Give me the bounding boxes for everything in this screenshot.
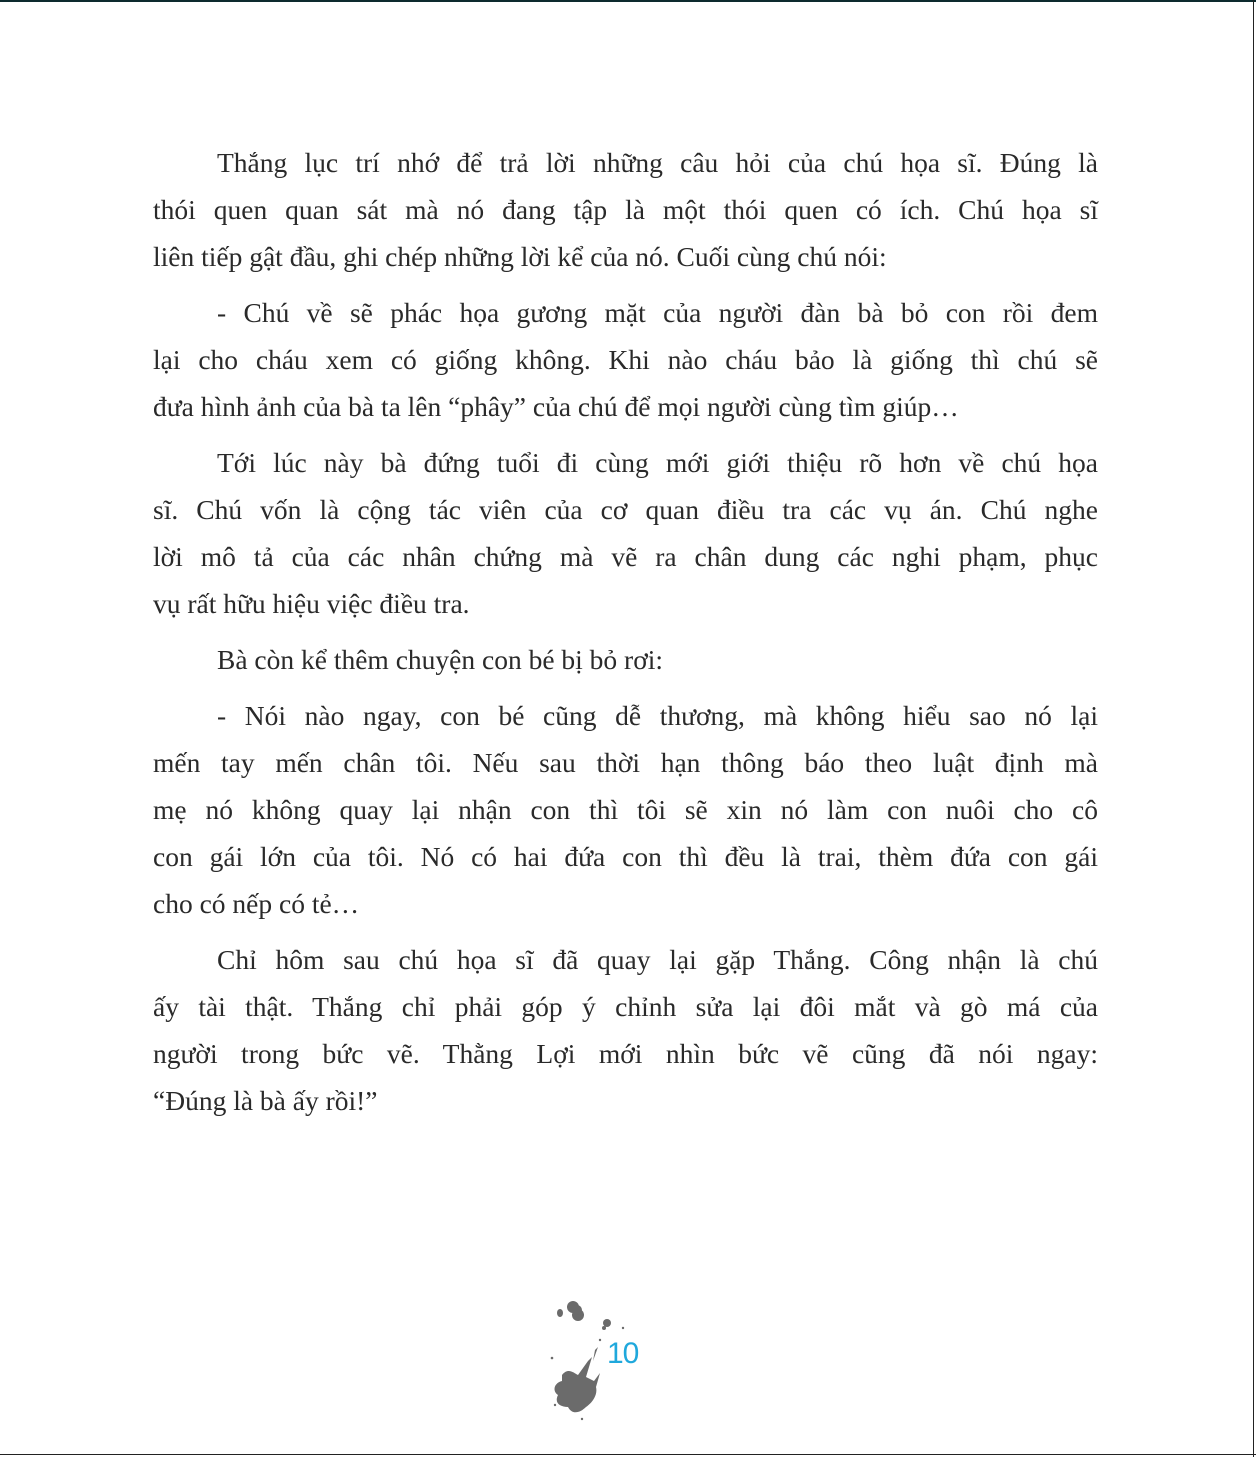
text-line: Bà còn kể thêm chuyện con bé bị bỏ rơi: [217, 644, 664, 675]
ink-splash-icon [540, 1295, 660, 1425]
text-line: mẹ nó không quay lại nhận con thì tôi sẽ xin nó làm con nuôi cho cô [153, 794, 1098, 825]
body-text [153, 139, 1098, 1133]
text-line: - Nói nào ngay, con bé cũng dễ thương, mà không hiểu sao nó lại [217, 700, 1098, 731]
text-line: Chỉ hôm sau chú họa sĩ đã quay lại gặp Thắng. Công nhận là chú [217, 944, 1098, 975]
text-line: vụ rất hữu hiệu việc điều tra. [153, 588, 470, 619]
page-right-border [1253, 0, 1254, 1457]
text-line: liên tiếp gật đầu, ghi chép những lời kể của nó. Cuối cùng chú nói: [153, 241, 887, 272]
paragraph [153, 289, 1098, 430]
text-line: mến tay mến chân tôi. Nếu sau thời hạn thông báo theo luật định mà [153, 747, 1098, 778]
text-line: con gái lớn của tôi. Nó có hai đứa con thì đều là trai, thèm đứa con gái [153, 841, 1098, 872]
paragraph [153, 692, 1098, 927]
text-line: lời mô tả của các nhân chứng mà vẽ ra chân dung các nghi phạm, phục [153, 541, 1098, 572]
paragraph [153, 636, 1098, 683]
page-number: 10 [607, 1337, 639, 1370]
text-line: Tới lúc này bà đứng tuổi đi cùng mới giới thiệu rõ hơn về chú họa [217, 447, 1098, 478]
paragraph [153, 936, 1098, 1124]
text-line: ấy tài thật. Thắng chỉ phải góp ý chỉnh sửa lại đôi mắt và gò má của [153, 991, 1098, 1022]
text-line: thói quen quan sát mà nó đang tập là một thói quen có ích. Chú họa sĩ [153, 194, 1098, 225]
text-line: - Chú về sẽ phác họa gương mặt của người đàn bà bỏ con rồi đem [217, 297, 1098, 328]
paragraph [153, 439, 1098, 627]
text-line: cho có nếp có tẻ… [153, 888, 360, 919]
text-line: lại cho cháu xem có giống không. Khi nào cháu bảo là giống thì chú sẽ [153, 344, 1098, 375]
text-line: “Đúng là bà ấy rồi!” [153, 1085, 378, 1116]
text-line: Thắng lục trí nhớ để trả lời những câu hỏi của chú họa sĩ. Đúng là [217, 147, 1098, 178]
text-line: sĩ. Chú vốn là cộng tác viên của cơ quan điều tra các vụ án. Chú nghe [153, 494, 1098, 525]
page-top-border [0, 0, 1256, 2]
paragraph [153, 139, 1098, 280]
text-line: đưa hình ảnh của bà ta lên “phây” của chú để mọi người cùng tìm giúp… [153, 391, 959, 422]
text-line: người trong bức vẽ. Thằng Lợi mới nhìn bức vẽ cũng đã nói ngay: [153, 1038, 1098, 1069]
page-bottom-border [0, 1454, 1256, 1455]
